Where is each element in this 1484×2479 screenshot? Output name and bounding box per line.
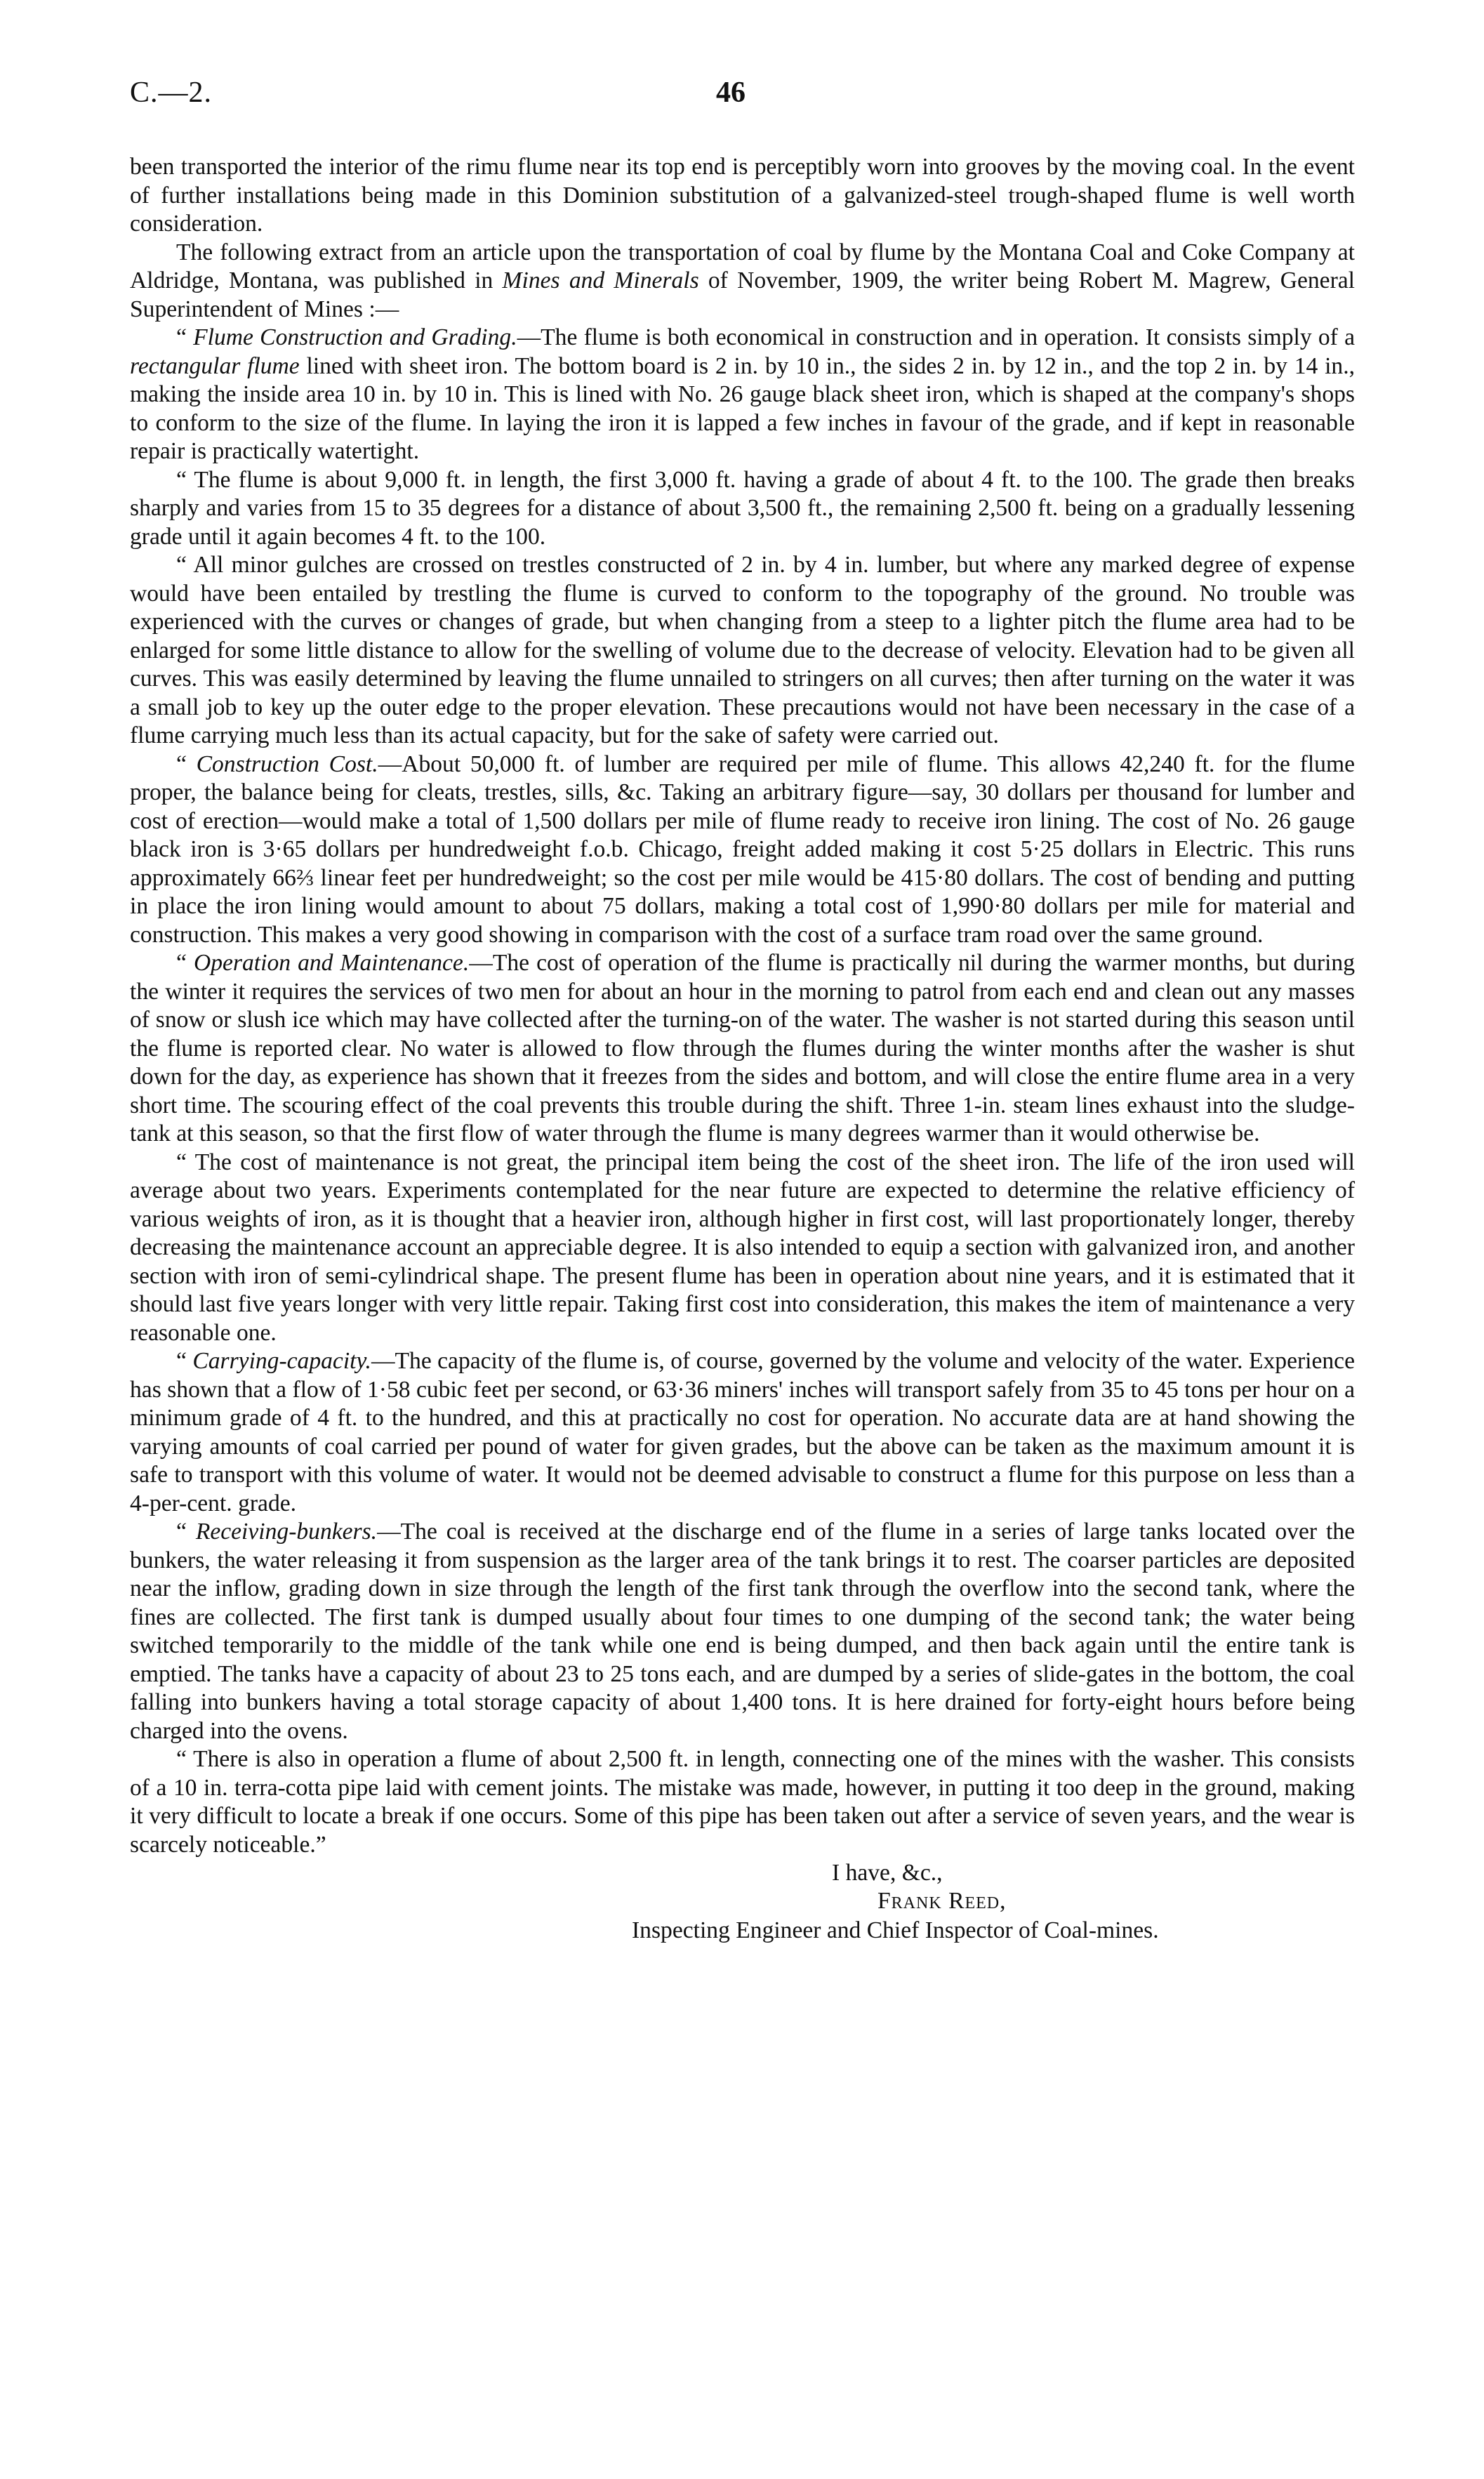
document-reference: C.—2. bbox=[130, 77, 213, 109]
section-heading: Operation and Maintenance. bbox=[193, 950, 470, 976]
paragraph: “ Carrying-capacity.—The capacity of the flume is, of course, governed by the volume and velocity of the water. Experience has shown that a flow of 1·58 cubic feet per second, or 63·36 miners' inches will transport safely from 35 to 45 tons per hour on a minimum grade of 4 ft. to the hundred, and this at practically no cost for operation. No accurate data are at hand showing the varying amounts of coal carried per pound of water for given grades, but the above can be taken as the maximum amount it is safe to transport with this volume of water. It would not be deemed advisable to construct a flume for this purpose on less than a 4-per-cent. grade. bbox=[130, 1348, 1355, 1516]
letter-closing bbox=[130, 1859, 1355, 1971]
publication-title: Mines and Minerals bbox=[502, 267, 699, 293]
article-body bbox=[130, 153, 1355, 1971]
signatory-name: Frank Reed, bbox=[877, 1888, 1007, 1914]
paragraph: “ There is also in operation a flume of about 2,500 ft. in length, connecting one of the mines with the washer. This consists of a 10 in. terra-cotta pipe laid with cement joints. The mistake was made, however, in putting it too deep in the ground, making it very difficult to locate a break if one occurs. Some of this pipe has been taken out after a service of seven years, and the wear is scarcely noticeable.” bbox=[130, 1746, 1355, 1858]
paragraph: “ The flume is about 9,000 ft. in length, the first 3,000 ft. having a grade of about 4 ft. to the 100. The grade then breaks sharply and varies from 15 to 35 degrees for a distance of about 3,500 ft., the remaining 2,500 ft. being on a gradually lessening grade until it again becomes 4 ft. to the 100. bbox=[130, 466, 1355, 550]
section-heading: Receiving-bunkers. bbox=[195, 1519, 378, 1545]
signatory-title: Inspecting Engineer and Chief Inspector of Coal-mines. bbox=[632, 1917, 1159, 1943]
page-number: 46 bbox=[716, 77, 746, 109]
section-heading: Flume Construction and Grading. bbox=[193, 324, 517, 350]
emphasis: rectangular flume bbox=[130, 352, 300, 379]
paragraph: “ Receiving-bunkers.—The coal is received at the discharge end of the flume in a series of large tanks located over the bunkers, the water releasing it from suspension as the larger area of the tank brings it to rest. The coarser particles are deposited near the inflow, grading down in size through the length of the first tank through the overflow into the second tank, where the fines are collected. The first tank is dumped usually about four times to one dumping of the second tank; the water being switched temporarily to the middle of the tank while one end is being dumped, and then back again until the entire tank is emptied. The tanks have a capacity of about 23 to 25 tons each, and are dumped by a series of slide-gates in the bottom, the coal falling into bunkers having a total storage capacity of about 1,400 tons. It is here drained for forty-eight hours before being charged into the ovens. bbox=[130, 1519, 1355, 1744]
paragraph: “ Construction Cost.—About 50,000 ft. of lumber are required per mile of flume. This allows 42,240 ft. for the flume proper, the balance being for cleats, trestles, sills, &c. Taking an arbitrary figure—say, 30 dollars per thousand for lumber and cost of erection—would make a total of 1,500 dollars per mile of flume ready to receive iron lining. The cost of No. 26 gauge black iron is 3·65 dollars per hundredweight f.o.b. Chicago, freight added making it cost 5·25 dollars in Electric. This runs approximately 66⅔ linear feet per hundredweight; so the cost per mile would be 415·80 dollars. The cost of bending and putting in place the iron lining would amount to about 75 dollars, making a total cost of 1,990·80 dollars per mile for material and construction. This makes a very good showing in comparison with the cost of a surface tram road over the same ground. bbox=[130, 751, 1355, 948]
salutation: I have, &c., bbox=[832, 1860, 943, 1886]
paragraph: “ All minor gulches are crossed on trestles constructed of 2 in. by 4 in. lumber, but where any marked degree of expense would have been entailed by trestling the flume is curved to conform to the topography of the ground. No trouble was experienced with the curves or changes of grade, but when changing from a steep to a lighter pitch the flume area had to be enlarged for some little distance to allow for the swelling of volume due to the decrease of velocity. Elevation had to be given all curves. This was easily determined by leaving the flume unnailed to stringers on all curves; then after turning on the water it was a small job to key up the outer edge to the proper elevation. These precautions would not have been necessary in the case of a flume carrying much less than its actual capacity, but for the sake of safety were carried out. bbox=[130, 552, 1355, 748]
paragraph: “ Flume Construction and Grading.—The flume is both economical in construction and in operation. It consists simply of a rectangular flume lined with sheet iron. The bottom board is 2 in. by 10 in., the sides 2 in. by 12 in., and the top 2 in. by 14 in., making the inside area 10 in. by 10 in. This is lined with No. 26 gauge black sheet iron, which is shaped at the company's shops to conform to the size of the flume. In laying the iron it is lapped a few inches in favour of the grade, and if kept in reasonable repair is practically watertight. bbox=[130, 324, 1355, 464]
paragraph: “ The cost of maintenance is not great, the principal item being the cost of the sheet iron. The life of the iron used will average about two years. Experiments contemplated for the near future are expected to determine the relative efficiency of various weights of iron, as it is thought that a heavier iron, although higher in first cost, will last proportionately longer, thereby decreasing the maintenance account an appreciable degree. It is also intended to equip a section with galvanized iron, and another section with iron of semi-cylindrical shape. The present flume has been in operation about nine years, and it is estimated that it should last five years longer with very little repair. Taking first cost into consideration, this makes the item of maintenance a very reasonable one. bbox=[130, 1149, 1355, 1346]
page-header bbox=[130, 76, 1355, 118]
section-heading: Construction Cost. bbox=[196, 751, 378, 777]
section-heading: Carrying-capacity. bbox=[192, 1348, 371, 1374]
paragraph: “ Operation and Maintenance.—The cost of operation of the flume is practically nil during the warmer months, but during the winter it requires the services of two men for about an hour in the morning to patrol from each end and clean out any masses of snow or slush ice which may have collected after the turning-on of the water. The washer is not started during this season until the flume is reported clear. No water is allowed to flow through the flumes during the winter months after the washer is shut down for the day, as experience has shown that it freezes from the sides and bottom, and will close the entire flume area in a very short time. The scouring effect of the coal prevents this trouble during the shift. Three 1-in. steam lines exhaust into the sludge-tank at this season, so that the first flow of water through the flume is many degrees warmer than it would otherwise be. bbox=[130, 950, 1355, 1146]
paragraph: been transported the interior of the rimu flume near its top end is perceptibly worn into grooves by the moving coal. In the event of further installations being made in this Dominion substitution of a galvanized-steel trough-shaped flume is well worth consideration. bbox=[130, 154, 1355, 237]
paragraph: The following extract from an article upon the transportation of coal by flume by the Montana Coal and Coke Company at Aldridge, Montana, was published in Mines and Minerals of November, 1909, the writer being Robert M. Magrew, General Superintendent of Mines :— bbox=[130, 239, 1355, 322]
